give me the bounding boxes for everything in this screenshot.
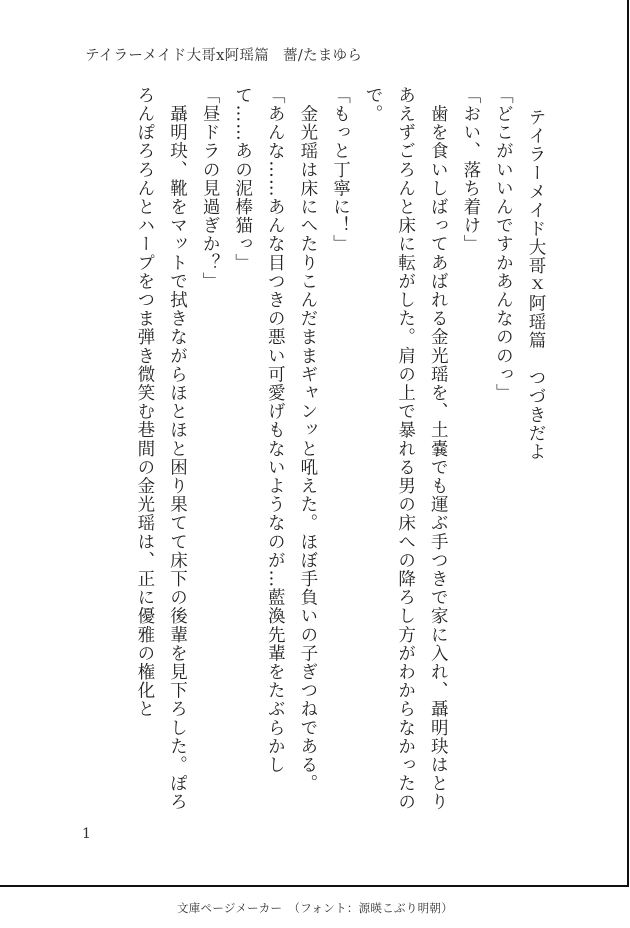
paragraph-5: 金光瑶は床にへたりこんだままギャンッと吼えた。ほぼ手負いの子ぎつねである。 bbox=[297, 86, 318, 793]
footer-credit: 文庫ページメーカー （フォント：源暎こぶり明朝） bbox=[176, 901, 454, 915]
paragraph-2: 「おい、落ち着け」 bbox=[460, 86, 481, 254]
chapter-title: テイラーメイド大哥ｘ阿瑶篇 つづきだよ bbox=[526, 108, 546, 462]
page-number: 1 bbox=[82, 826, 91, 842]
header-work-title: テイラーメイド大哥x阿瑶篇 bbox=[85, 48, 270, 64]
vertical-body-text bbox=[82, 86, 552, 826]
paragraph-3: 歯を食いしばってあばれる金光瑶を、土嚢でも運ぶ手つきで家に入れ、聶明玦はとりあえずごろんと床に転がした。肩の上で暴れる男の床への降ろし方がわからなかったので。 bbox=[363, 86, 449, 812]
paragraph-1: 「どこがいいんですかあんなののっ」 bbox=[493, 86, 514, 403]
running-header bbox=[85, 44, 362, 65]
paragraph-6: 「あんな……あんな目つきの悪い可愛げもないようなのが…藍渙先輩をたぶらかして……あの泥棒猫っ」 bbox=[232, 86, 286, 775]
paragraph-7: 「昼ドラの見過ぎか？」 bbox=[200, 86, 221, 291]
paragraph-4: 「もっと丁寧に！」 bbox=[330, 86, 351, 254]
paragraph-8: 聶明玦、靴をマットで拭きながらほとほと困り果てて床下の後輩を見下ろした。ぽろろんぽろろんとハープをつま弾き微笑む巷間の金光瑶は、正に優雅の権化と bbox=[134, 86, 188, 812]
header-author: 薔/たまゆら bbox=[283, 48, 363, 64]
